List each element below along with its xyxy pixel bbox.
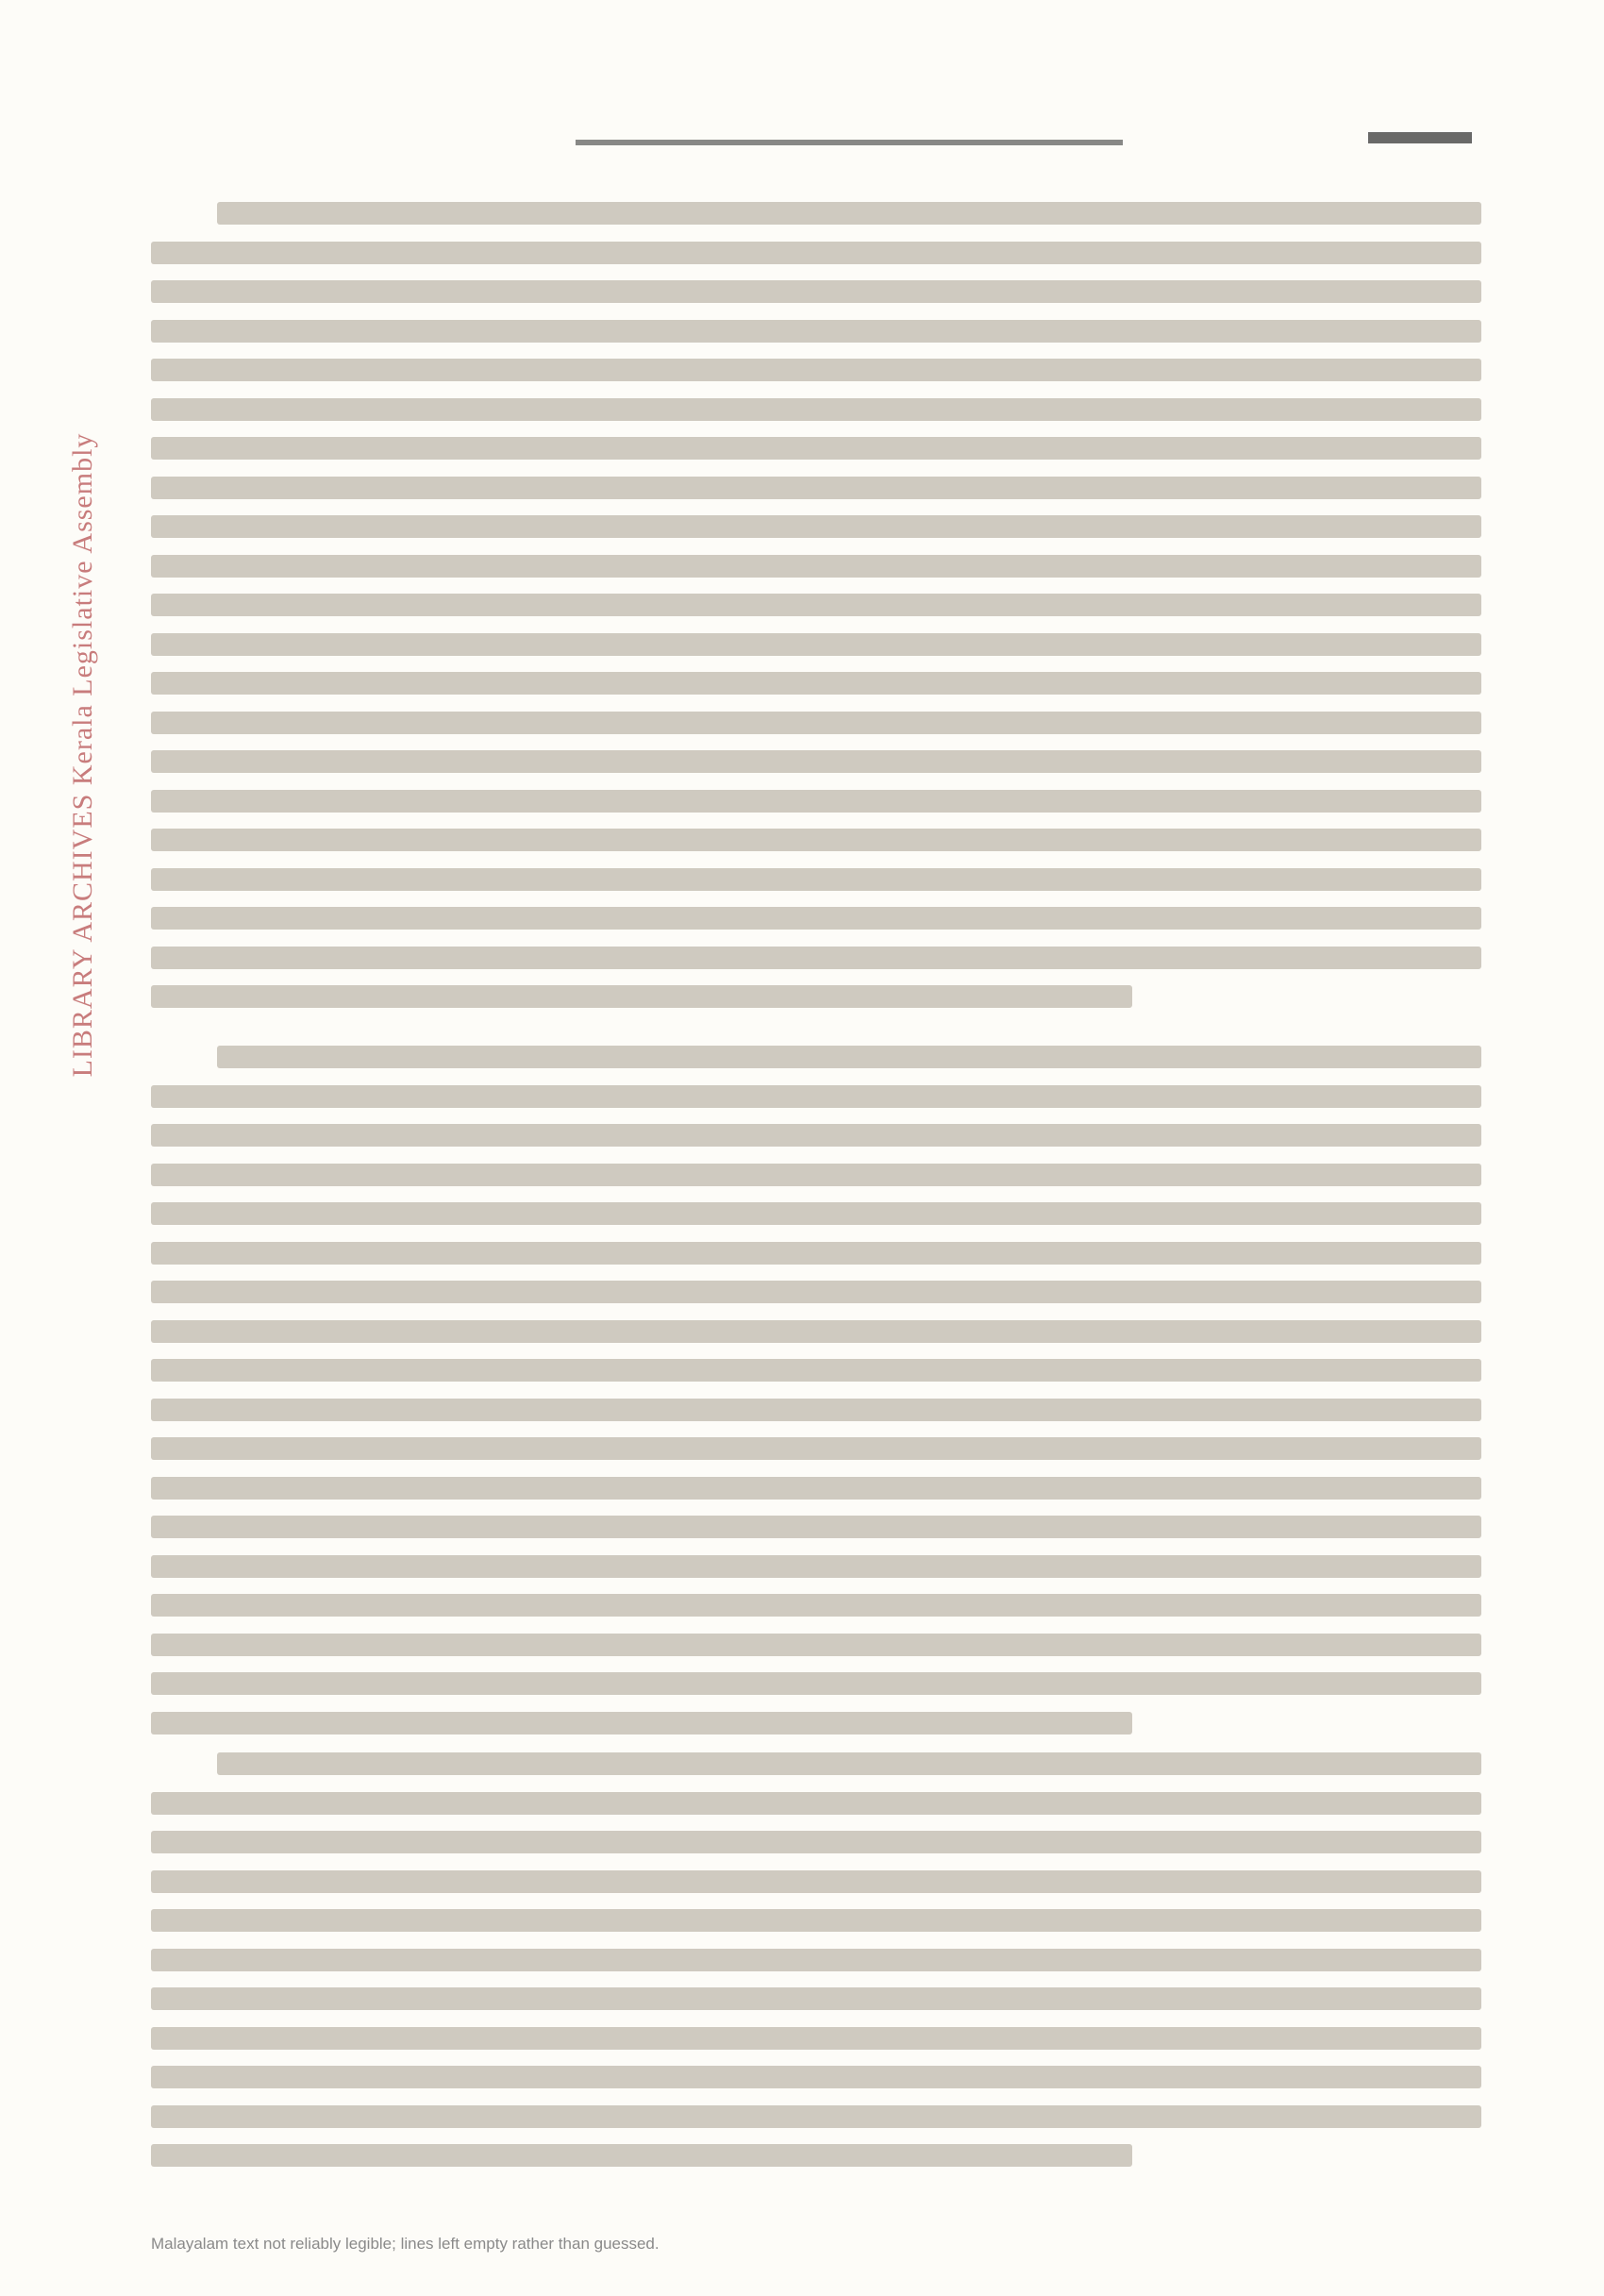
text-line bbox=[151, 1712, 1132, 1735]
text-line bbox=[151, 1672, 1481, 1695]
text-line bbox=[151, 1555, 1481, 1578]
text-line bbox=[151, 790, 1481, 813]
text-line bbox=[151, 868, 1481, 891]
text-line bbox=[151, 1281, 1481, 1303]
text-line bbox=[151, 1085, 1481, 1108]
text-line bbox=[151, 633, 1481, 656]
text-line bbox=[217, 202, 1481, 225]
text-line bbox=[151, 1320, 1481, 1343]
text-line bbox=[151, 985, 1132, 1008]
text-line bbox=[151, 398, 1481, 421]
text-line bbox=[151, 829, 1481, 851]
text-line bbox=[217, 1752, 1481, 1775]
text-line bbox=[151, 1909, 1481, 1932]
text-line bbox=[151, 280, 1481, 303]
text-line bbox=[151, 1399, 1481, 1421]
text-line bbox=[151, 1870, 1481, 1893]
text-line bbox=[151, 1477, 1481, 1500]
page-number bbox=[1368, 123, 1472, 147]
watermark-text: LIBRARY ARCHIVES Kerala Legislative Assembly bbox=[67, 432, 98, 1078]
text-line bbox=[151, 242, 1481, 264]
text-line bbox=[151, 1437, 1481, 1460]
text-line bbox=[151, 477, 1481, 499]
text-line bbox=[151, 515, 1481, 538]
text-line bbox=[151, 1949, 1481, 1971]
text-line bbox=[151, 1516, 1481, 1538]
text-line bbox=[151, 1792, 1481, 1815]
text-line bbox=[151, 947, 1481, 969]
text-line bbox=[151, 750, 1481, 773]
page-header bbox=[151, 121, 1481, 159]
ocr-status-note: Malayalam text not reliably legible; lines left empty rather than guessed. bbox=[151, 2235, 660, 2253]
text-line bbox=[151, 1831, 1481, 1853]
text-line bbox=[151, 2105, 1481, 2128]
text-line bbox=[151, 2144, 1132, 2167]
text-line bbox=[151, 1202, 1481, 1225]
paragraph-2 bbox=[151, 1046, 1481, 1727]
page-header-title bbox=[576, 126, 1123, 145]
text-line bbox=[151, 437, 1481, 460]
text-line bbox=[151, 320, 1481, 343]
text-line bbox=[217, 1046, 1481, 1068]
text-line bbox=[151, 1987, 1481, 2010]
text-line bbox=[151, 672, 1481, 695]
text-line bbox=[151, 2027, 1481, 2050]
text-line bbox=[151, 555, 1481, 578]
text-line bbox=[151, 1124, 1481, 1147]
paragraph-3 bbox=[151, 1752, 1481, 2192]
text-line bbox=[151, 594, 1481, 616]
text-line bbox=[151, 359, 1481, 381]
text-line bbox=[151, 907, 1481, 930]
text-line bbox=[151, 712, 1481, 734]
text-line bbox=[151, 2066, 1481, 2088]
text-line bbox=[151, 1359, 1481, 1382]
text-line bbox=[151, 1634, 1481, 1656]
text-line bbox=[151, 1242, 1481, 1265]
text-line bbox=[151, 1164, 1481, 1186]
paragraph-1 bbox=[151, 202, 1481, 1023]
text-line bbox=[151, 1594, 1481, 1617]
